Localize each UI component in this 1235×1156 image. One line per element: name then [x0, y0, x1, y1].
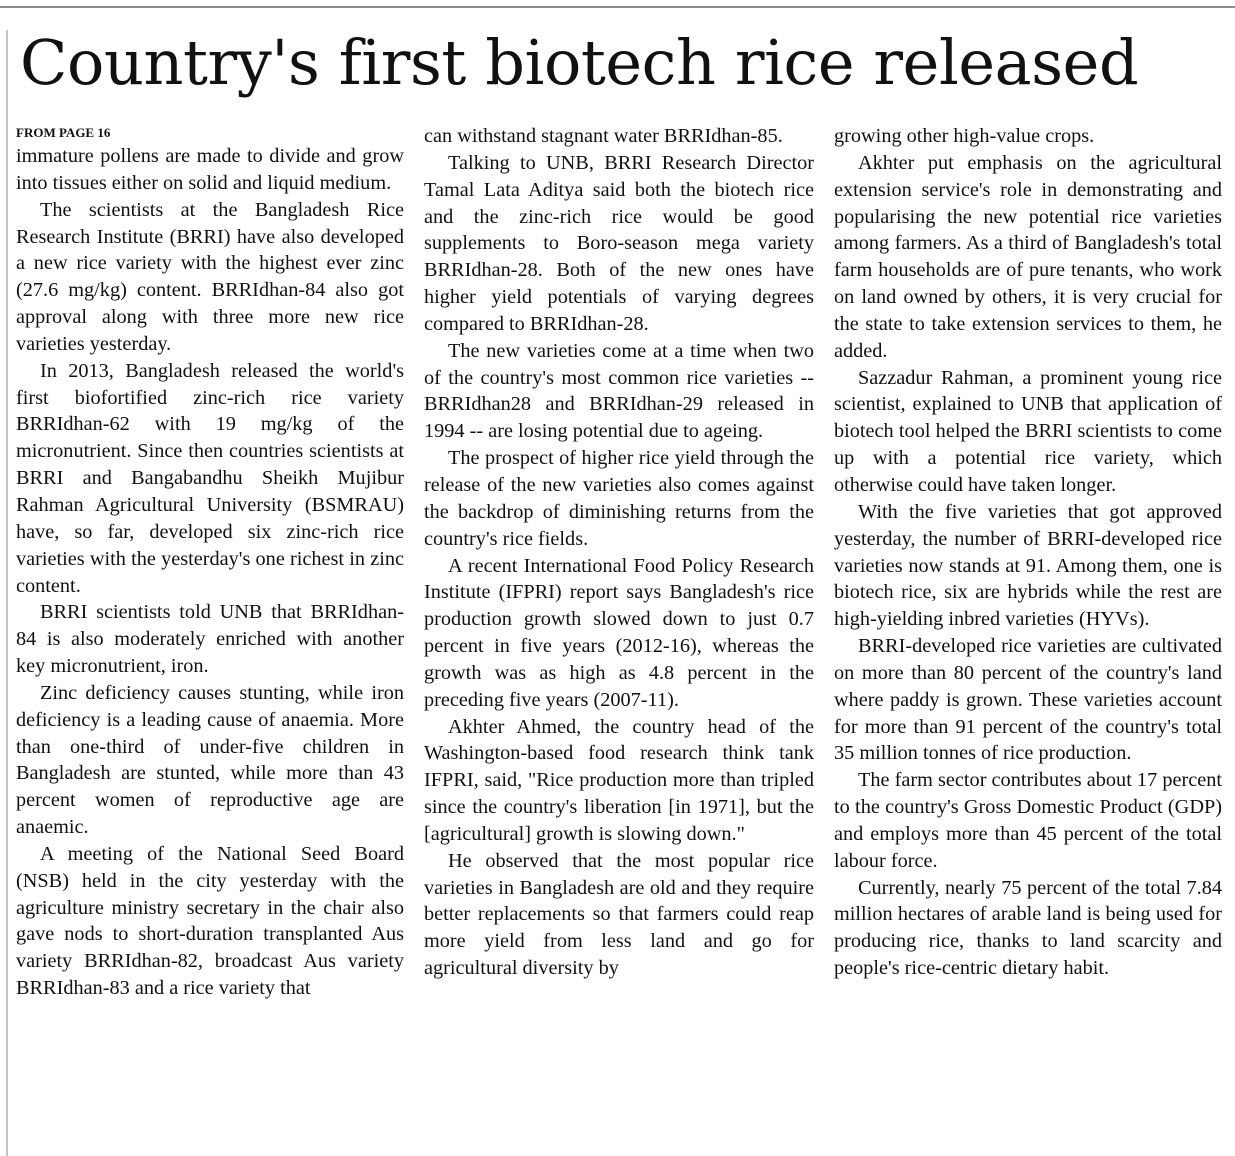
paragraph: He observed that the most popular rice varieties in Bangladesh are old and they require better replacements so that farmers could reap more yield from less land and go for agricultural diversity by	[424, 849, 814, 980]
paragraph: immature pollens are made to divide and grow into tissues either on solid and liquid medium.	[16, 145, 404, 194]
paragraph: growing other high-value crops.	[834, 125, 1095, 147]
article-column-2	[424, 123, 814, 982]
headline: Country's first biotech rice released	[20, 26, 1139, 99]
paragraph: Sazzadur Rahman, a prominent young rice scientist, explained to UNB that application of biotech tool helped the BRRI scientists to come up with a potential rice variety, which otherwise could have taken longer.	[834, 366, 1222, 496]
paragraph: In 2013, Bangladesh released the world's first biofortified zinc-rich rice variety BRRIdhan-62 with 19 mg/kg of the micronutrient. Since then countries scientists at BRRI and Bangabandhu Sheikh Mujibur Rahman Agricultural University (BSMRAU) have, so far, developed six zinc-rich rice varieties with the yesterday's one richest in zinc content.	[16, 359, 404, 597]
paragraph: The farm sector contributes about 17 percent to the country's Gross Domestic Product (GDP) and employs more than 45 percent of the total labour force.	[834, 769, 1222, 872]
paragraph: Talking to UNB, BRRI Research Director Tamal Lata Aditya said both the biotech rice and the zinc-rich rice would be good supplements to Boro-season mega variety BRRIdhan-28. Both of the new ones have higher yield potentials of varying degrees compared to BRRIdhan-28.	[424, 151, 814, 335]
paragraph: The prospect of higher rice yield through the release of the new varieties also comes against the backdrop of diminishing returns from the country's rice fields.	[424, 447, 814, 550]
paragraph: Zinc deficiency causes stunting, while iron deficiency is a leading cause of anaemia. More than one-third of under-five children in Bangladesh are stunted, while more than 43 percent women of reproductive age are anaemic.	[16, 681, 404, 839]
article-column-3	[834, 123, 1222, 982]
paragraph: The new varieties come at a time when two of the country's most common rice varieties -- BRRIdhan28 and BRRIdhan-29 released in 1994 -- are losing potential due to ageing.	[424, 339, 814, 443]
article-column-1	[16, 123, 404, 1002]
paragraph: Akhter Ahmed, the country head of the Washington-based food research think tank IFPRI, said, "Rice production more than tripled since the country's liberation [in 1971], but the [agricultural] growth is slowing down."	[424, 715, 814, 845]
paragraph: can withstand stagnant water BRRIdhan-85.	[424, 125, 783, 147]
paragraph: The scientists at the Bangladesh Rice Research Institute (BRRI) have also developed a new rice variety with the highest ever zinc (27.6 mg/kg) content. BRRIdhan-84 also got approval along with three more new rice varieties yesterday.	[16, 198, 404, 355]
paragraph: With the five varieties that got approved yesterday, the number of BRRI-developed rice varieties now stands at 91. Among them, one is biotech rice, six are hybrids while the rest are high-yielding inbred varieties (HYVs).	[834, 500, 1222, 631]
top-border-rule	[0, 6, 1235, 8]
left-border-rule	[6, 30, 8, 1156]
paragraph: Akhter put emphasis on the agricultural extension service's role in demonstrating and popularising the new potential rice varieties among farmers. As a third of Bangladesh's total farm households are of pure tenants, who work on land owned by others, it is very crucial for the state to take extension services to them, he added.	[834, 151, 1222, 362]
paragraph: BRRI-developed rice varieties are cultivated on more than 80 percent of the country's land where paddy is grown. These varieties account for more than 91 percent of the country's total 35 million tonnes of rice production.	[834, 635, 1222, 765]
paragraph: Currently, nearly 75 percent of the total 7.84 million hectares of arable land is being used for producing rice, thanks to land scarcity and people's rice-centric dietary habit.	[834, 876, 1222, 980]
paragraph: A meeting of the National Seed Board (NSB) held in the city yesterday with the agriculture ministry secretary in the chair also gave nods to short-duration transplanted Aus variety BRRIdhan-82, broadcast Aus variety BRRIdhan-83 and a rice variety that	[16, 842, 404, 1000]
paragraph: A recent International Food Policy Research Institute (IFPRI) report says Bangladesh's rice production growth slowed down to just 0.7 percent in five years (2012-16), whereas the growth was as high as 4.8 percent in the preceding five years (2007-11).	[424, 554, 814, 711]
paragraph: BRRI scientists told UNB that BRRIdhan-84 is also moderately enriched with another key micronutrient, iron.	[16, 601, 404, 678]
dateline: FROM PAGE 16	[16, 125, 111, 140]
